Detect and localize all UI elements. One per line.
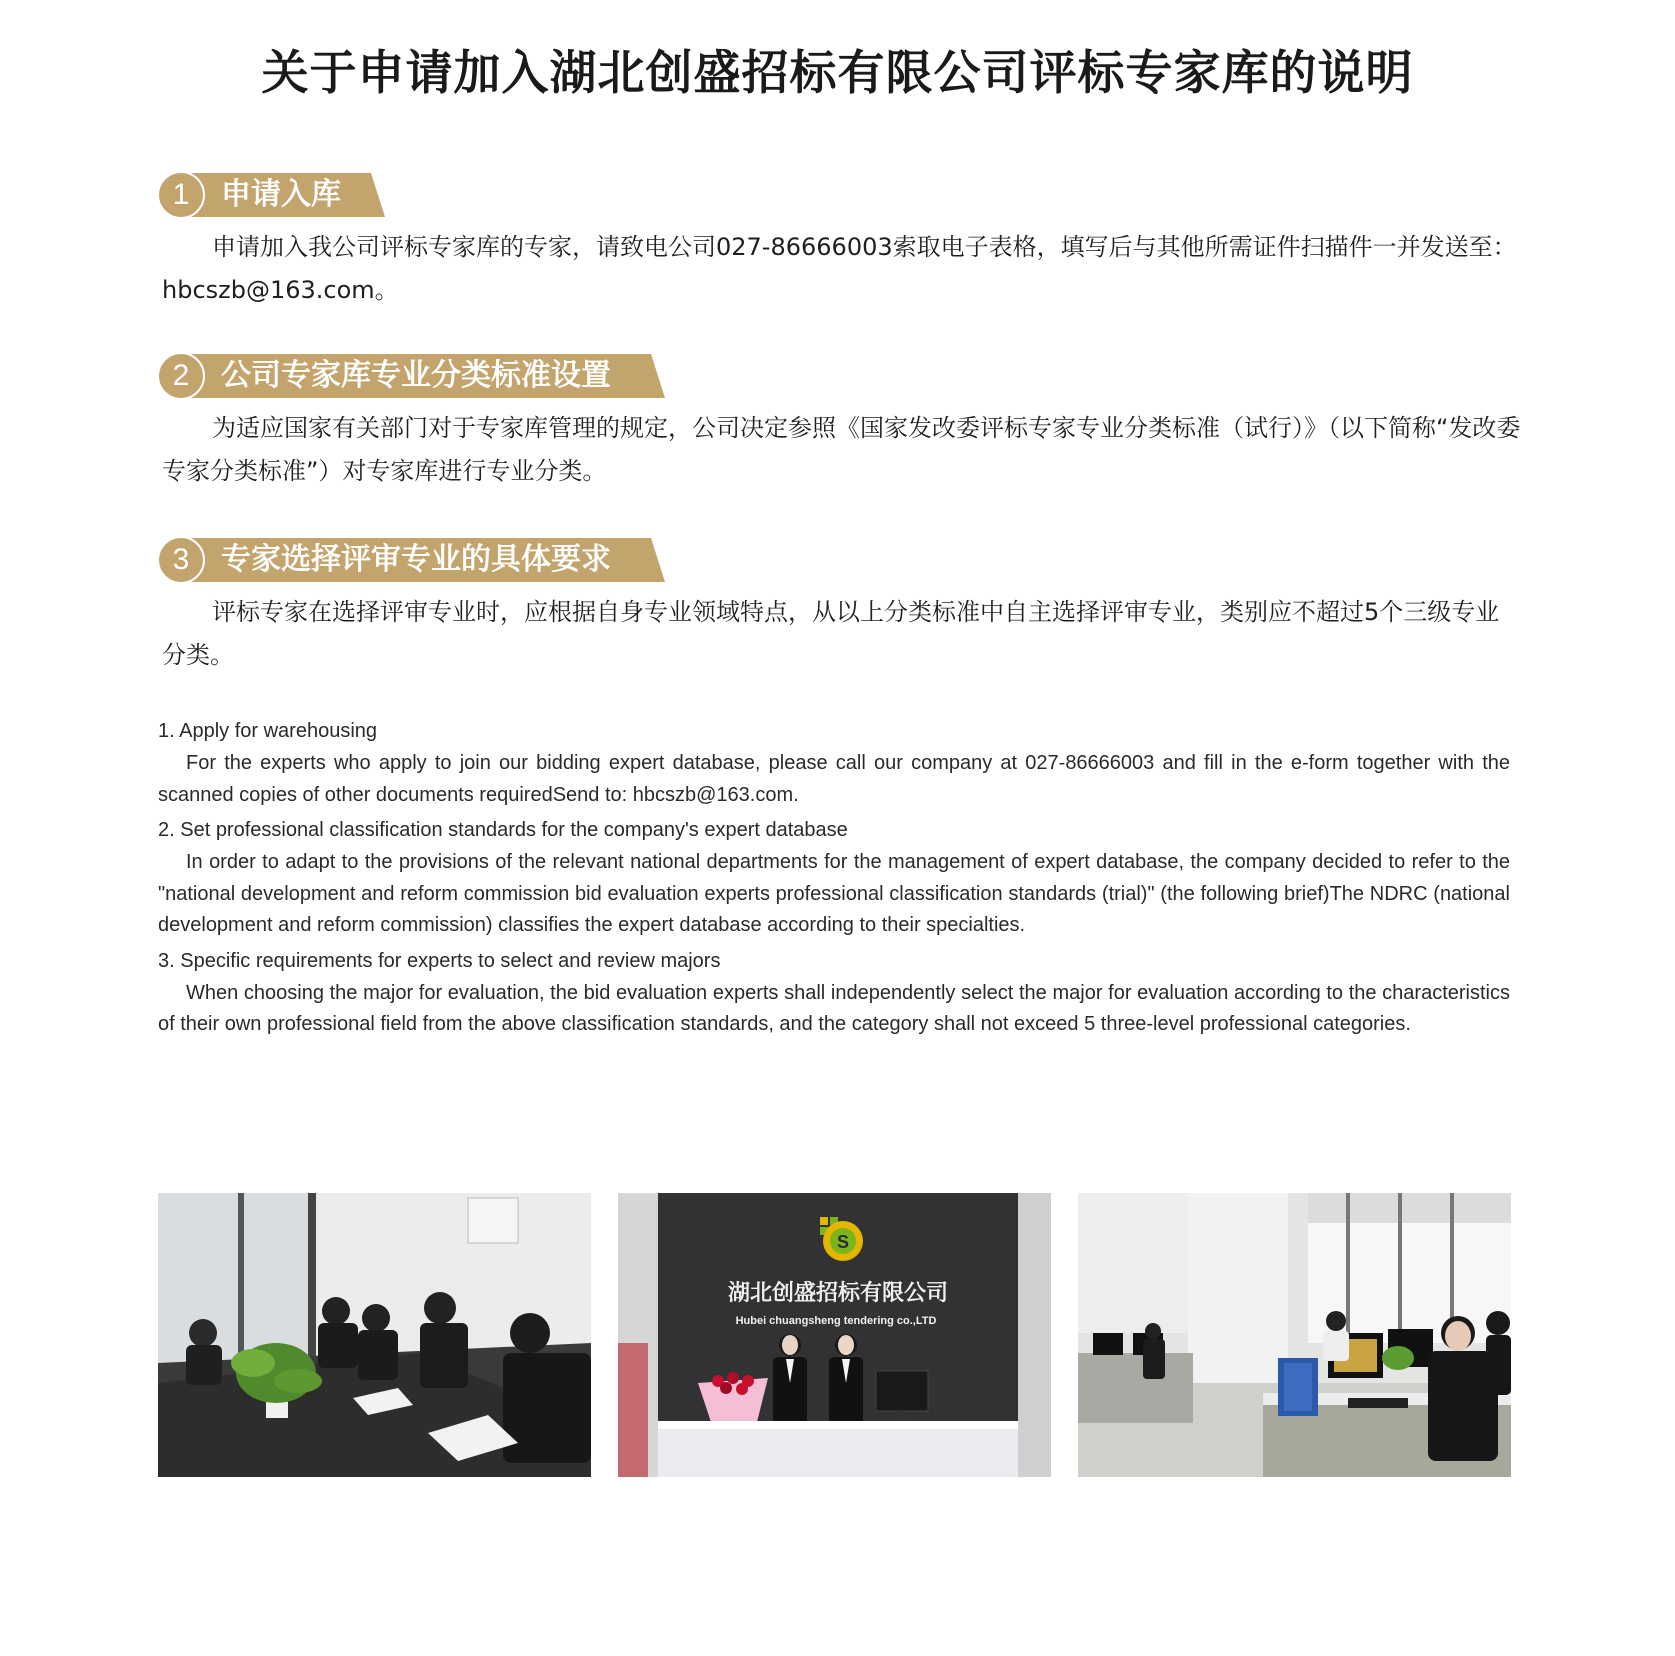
section-1-heading <box>157 171 385 219</box>
english-text-3: When choosing the major for evaluation, the bid evaluation experts shall independently select the major for evaluation according to the characteristics of their own professional field from the above classification standards, and the category shall not exceed 5 three-level professional categories. <box>158 981 1510 1035</box>
reception-sign-cn: 湖北创盛招标有限公司 <box>727 1281 949 1306</box>
section-3-heading <box>157 536 665 584</box>
english-text-1: For the experts who apply to join our bidding expert database, please call our company at 027-86666003 and fill in the e-form together with the scanned copies of other documents requiredSend to: hbcszb@163.com. <box>158 752 1510 806</box>
section-number: 3 <box>157 536 205 584</box>
office-photo <box>1078 1193 1511 1477</box>
english-heading-1: 1. Apply for warehousing <box>158 720 378 742</box>
section-heading-label: 公司专家库专业分类标准设置 <box>221 358 611 393</box>
page-title: 关于申请加入湖北创盛招标有限公司评标专家库的说明 <box>261 46 1414 101</box>
section-heading-label: 申请入库 <box>221 177 341 212</box>
section-number: 2 <box>157 352 205 400</box>
english-heading-3: 3. Specific requirements for experts to select and review majors <box>158 949 721 972</box>
reception-sign-en: Hubei chuangsheng tendering co.,LTD <box>735 1315 937 1327</box>
section-heading-label: 专家选择评审专业的具体要求 <box>221 542 611 577</box>
english-text-2: In order to adapt to the provisions of the relevant national departments for the management of expert database, the company decided to refer to the "national development and reform commission bid evaluation experts professional classification standards (trial)" (the following brief)The NDRC (national development and reform commission) classifies the expert database according to their specialties. <box>158 851 1510 936</box>
meeting-room-photo <box>158 1193 591 1477</box>
reception-photo <box>618 1193 1051 1477</box>
svg-text:S: S <box>836 1232 850 1252</box>
english-description <box>158 714 1510 1043</box>
section-3-text: 评标专家在选择评审专业时，应根据自身专业领域特点，从以上分类标准中自主选择评审专业，类别应不超过5个三级专业分类。 <box>162 598 1500 669</box>
section-2-text: 为适应国家有关部门对于专家库管理的规定，公司决定参照《国家发改委评标专家专业分类标准（试行）》（以下简称“发改委专家分类标准”）对专家库进行专业分类。 <box>162 414 1521 485</box>
section-number: 1 <box>157 171 205 219</box>
section-1-text: 申请加入我公司评标专家库的专家，请致电公司027-86666003索取电子表格，填写后与其他所需证件扫描件一并发送至：hbcszb@163.com。 <box>162 233 1517 304</box>
english-heading-2: 2. Set professional classification standards for the company's expert database <box>158 819 848 841</box>
section-2-heading <box>157 352 665 400</box>
